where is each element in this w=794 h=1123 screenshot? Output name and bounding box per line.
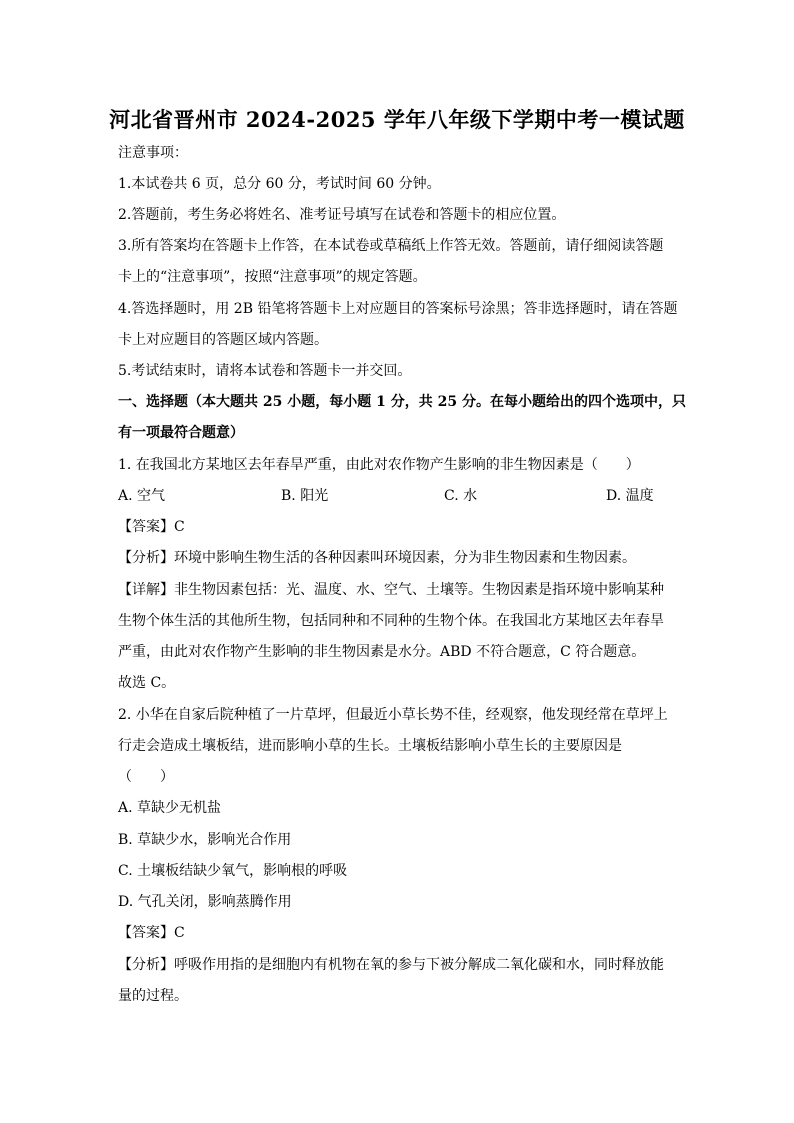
q1-answer: 【答案】C: [118, 519, 185, 535]
section-heading-cont: 有一项最符合题意）: [118, 425, 244, 441]
q2-option-b: B. 草缺少水，影响光合作用: [118, 832, 292, 848]
q1-option-c: C. 水: [444, 488, 478, 504]
notice-item: 3.所有答案均在答题卡上作答，在本试卷或草稿纸上作答无效。答题前，请仔细阅读答题: [118, 238, 664, 254]
notice-item: 4.答选择题时，用 2B 铅笔将答题卡上对应题目的答案标号涂黑；答非选择题时，请在答题: [118, 301, 678, 317]
notice-heading: 注意事项：: [118, 145, 188, 161]
notice-item: 1.本试卷共 6 页，总分 60 分，考试时间 60 分钟。: [118, 176, 441, 192]
notice-item: 2.答题前，考生务必将姓名、准考证号填写在试卷和答题卡的相应位置。: [118, 207, 566, 223]
q1-option-b: B. 阳光: [281, 488, 329, 504]
q2-option-d: D. 气孔关闭，影响蒸腾作用: [118, 894, 292, 910]
notice-item: 卡上对应题目的答题区域内答题。: [118, 332, 328, 348]
question-1-stem: 1. 在我国北方某地区去年春旱严重，由此对农作物产生影响的非生物因素是（ ）: [118, 457, 640, 473]
q1-analysis: 【分析】环境中影响生物生活的各种因素叫环境因素，分为非生物因素和生物因素。: [118, 550, 636, 566]
q1-option-d: D. 温度: [606, 488, 654, 504]
q2-analysis: 【分析】呼吸作用指的是细胞内有机物在氧的参与下被分解成二氧化碳和水，同时释放能: [118, 957, 664, 973]
question-2-stem: 行走会造成土壤板结，进而影响小草的生长。土壤板结影响小草生长的主要原因是: [118, 738, 622, 754]
q2-option-a: A. 草缺少无机盐: [118, 800, 222, 816]
q2-answer: 【答案】C: [118, 925, 185, 941]
q1-detail: 生物个体生活的其他所生物，包括同种和不同种的生物个体。在我国北方某地区去年春旱: [118, 613, 664, 629]
page-title: 河北省晋州市 2024-2025 学年八年级下学期中考一模试题: [109, 107, 685, 132]
q1-option-a: A. 空气: [118, 488, 166, 504]
notice-item: 5.考试结束时，请将本试卷和答题卡一并交回。: [118, 363, 412, 379]
q1-detail: 严重，由此对农作物产生影响的非生物因素是水分。ABD 不符合题意，C 符合题意。: [118, 644, 646, 660]
q2-analysis: 量的过程。: [118, 988, 188, 1004]
question-2-stem: 2. 小华在自家后院种植了一片草坪，但最近小草长势不佳，经观察，他发现经常在草坪上: [118, 707, 668, 723]
question-2-stem: （ ）: [118, 769, 174, 785]
q2-option-c: C. 土壤板结缺少氧气，影响根的呼吸: [118, 863, 348, 879]
q1-detail: 【详解】非生物因素包括：光、温度、水、空气、土壤等。生物因素是指环境中影响某种: [118, 582, 664, 598]
q1-detail: 故选 C。: [118, 675, 176, 691]
section-heading: 一、选择题（本大题共 25 小题，每小题 1 分，共 25 分。在每小题给出的四个选项中，只: [118, 394, 686, 410]
notice-item: 卡上的“注意事项”，按照“注意事项”的规定答题。: [118, 269, 427, 285]
